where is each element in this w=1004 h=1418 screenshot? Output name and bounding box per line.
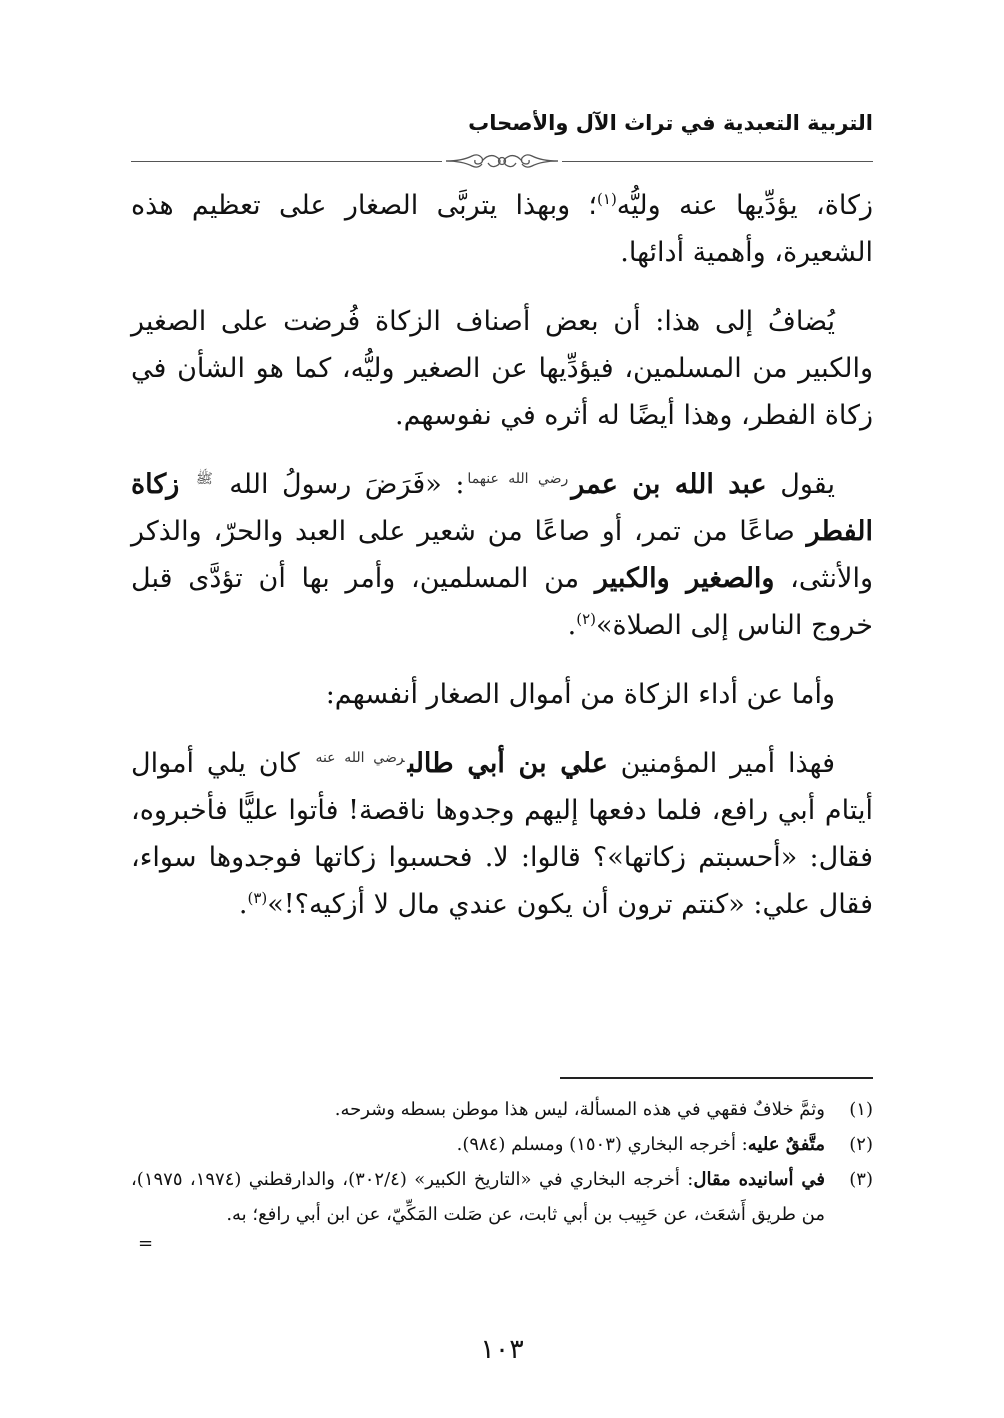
paragraph-3-text-a: يقول xyxy=(766,469,835,500)
footnote-separator xyxy=(560,1077,873,1079)
footnote-text: : أخرجه البخاري (١٥٠٣) ومسلم (٩٨٤). xyxy=(456,1134,748,1155)
paragraph-5-text-a: فهذا أمير المؤمنين xyxy=(607,748,835,779)
paragraph-4: وأما عن أداء الزكاة من أموال الصغار أنفسهم: xyxy=(325,679,835,710)
bold-young-and-old: والصغير والكبير xyxy=(594,563,775,594)
footnote-grading: متَّفقٌ عليه xyxy=(747,1134,825,1155)
footnote-number: (١) xyxy=(849,1099,873,1120)
paragraph-5-text-b: كان يلي أموال أيتام أبي رافع، فلما دفعها إليهم وجدوها ناقصة! فأتوا عليًّا فأخبروه، فقال: «أحسبتم زكاتها»؟ قالوا: لا. فحسبوا زكاتها فوجدوها سواء، فقال علي: «كنتم ترون أن يكون عندي مال لا أزكيه؟!» xyxy=(131,748,873,920)
footnote-text: وثمَّ خلافٌ فقهي في هذه المسألة، ليس هذا موطن بسطه وشرحه. xyxy=(334,1099,825,1120)
footnote-number: (٣) xyxy=(849,1169,873,1190)
footnote-text: : أخرجه البخاري في «التاريخ الكبير» (٣٠٢/٤)، والدارقطني (١٩٧٤، ١٩٧٥)، من طريق أَشعَث، عن حَبِيب بن أبي ثابت، عن صَلت المَكِّيّ، عن ابن أبي رافع؛ به. xyxy=(131,1169,825,1225)
footnote-2 xyxy=(131,1127,873,1162)
footnote-ref-2[interactable]: (٢) xyxy=(576,610,596,628)
companion-name-ali: علي بن أبي طالب xyxy=(407,748,608,779)
footnote-ref-3[interactable]: (٣) xyxy=(247,889,268,907)
footnote-continuation-mark: = xyxy=(138,1233,154,1254)
page-number: ١٠٣ xyxy=(480,1334,524,1365)
body-text xyxy=(131,182,873,950)
footnote-1 xyxy=(131,1092,873,1127)
companion-name-ibn-umar: عبد الله بن عمر xyxy=(571,469,767,500)
paragraph-2: يُضافُ إلى هذا: أن بعض أصناف الزكاة فُرضت على الصغير والكبير من المسلمين، فيؤدِّيها عن الصغير وليُّه، كما هو الشأن في زكاة الفطر، وهذا أيضًا له أثره في نفوسهم. xyxy=(131,306,873,431)
paragraph-3-text-d: صاعًا من تمر، أو صاعًا من شعير على العبد والحرّ، والذكر والأنثى، xyxy=(131,516,873,594)
footnote-number: (٢) xyxy=(849,1134,873,1155)
paragraph-3-text-b: : «فَرَضَ رسولُ الله xyxy=(215,469,465,500)
paragraph-3-text-f: . xyxy=(567,610,577,641)
ornament-flourish-icon xyxy=(442,150,562,172)
running-header-title: التربية التعبدية في تراث الآل والأصحاب xyxy=(468,111,873,135)
header-divider xyxy=(131,150,873,172)
paragraph-1-text-b: ؛ وبهذا يتربَّى الصغار على تعظيم هذه الشعيرة، وأهمية أدائها. xyxy=(131,190,873,268)
paragraph-3-text-c xyxy=(179,469,193,500)
footnote-ref-1[interactable]: (١) xyxy=(597,190,617,208)
bold-zakat-al-fitr: زكاة الفطر xyxy=(131,469,873,547)
footnotes xyxy=(131,1092,873,1232)
honorific-radiallahu-anhuma: رضي الله عنهما xyxy=(467,471,569,487)
honorific-radiallahu-anhu: رضي الله عنه xyxy=(315,750,405,766)
honorific-salla-allahu-alayhi: ﷺ xyxy=(195,471,213,487)
paragraph-1 xyxy=(131,182,873,276)
paragraph-3-text-e: من المسلمين، وأمر بها أن تؤدَّى قبل خروج الناس إلى الصلاة» xyxy=(131,563,873,641)
paragraph-5-text-c: . xyxy=(238,889,248,920)
paragraph-1-text-a: زكاة، يؤدِّيها عنه وليُّه xyxy=(616,190,873,221)
footnote-grading: في أسانيده مقال xyxy=(693,1169,826,1190)
paragraph-3 xyxy=(131,461,873,649)
paragraph-5 xyxy=(131,740,873,928)
ornament-icon xyxy=(442,150,562,172)
footnote-3 xyxy=(131,1162,873,1232)
